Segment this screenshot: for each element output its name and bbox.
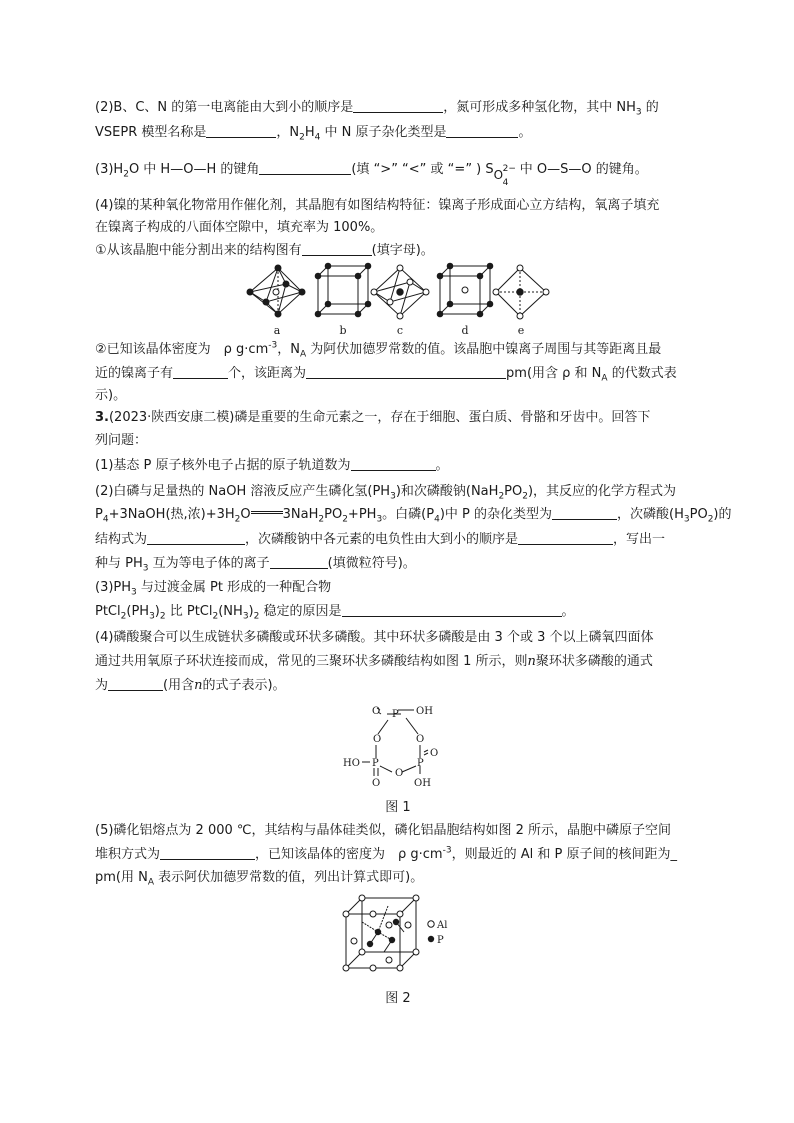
p3-text: PO bbox=[504, 484, 523, 499]
p3-text: ，次磷酸钠中各元素的电负性由大到小的顺序是 bbox=[245, 532, 519, 547]
figure-1-caption: 图 1 bbox=[385, 800, 411, 815]
subscript: 2 bbox=[212, 611, 219, 622]
q4-text: ①从该晶胞中能分割出来的结构图有 bbox=[95, 243, 302, 258]
p3-s3-line-2 bbox=[95, 602, 575, 622]
p3-s2-line-3 bbox=[95, 530, 665, 550]
answer-blank bbox=[342, 602, 562, 617]
p3-text: ，次磷酸(H bbox=[617, 507, 684, 522]
p3-s2-line-2 bbox=[95, 505, 732, 525]
p3-text: )中 P 的杂化类型为 bbox=[439, 507, 553, 522]
p3-text: 结构式为 bbox=[95, 532, 148, 547]
atom-o: O bbox=[416, 734, 425, 745]
p3-text: (3)PH bbox=[95, 580, 132, 595]
answer-blank bbox=[353, 98, 443, 113]
answer-blank bbox=[147, 530, 245, 545]
p3-text: PtCl bbox=[95, 604, 121, 619]
p3-text: PO bbox=[324, 507, 343, 522]
nio-structures-figure bbox=[240, 262, 560, 340]
subscript: 2 bbox=[707, 514, 714, 525]
p3-text: 种与 PH bbox=[95, 556, 143, 571]
subscript: 3 bbox=[635, 107, 642, 118]
q2-text: ，氮可形成多种氢化物，其中 NH bbox=[443, 100, 636, 115]
p3-text: ，已知该晶体的密度为 ρ g·cm bbox=[255, 847, 443, 862]
answer-blank bbox=[552, 505, 617, 520]
p3-text: )和次磷酸钠(NaH bbox=[395, 484, 499, 499]
subscript: 2 bbox=[253, 611, 260, 622]
subscript: 2 bbox=[159, 611, 166, 622]
structure-d bbox=[437, 263, 493, 317]
p3-s4-line-1: (4)磷酸聚合可以生成链状多磷酸或环状多磷酸。其中环状多磷酸是由 3 个或 3 个以上磷氧四面体 bbox=[95, 630, 654, 645]
subscript: 2 bbox=[123, 169, 129, 180]
p3-text: PO bbox=[689, 507, 708, 522]
subscript: 3 bbox=[683, 514, 690, 525]
atom-o: O bbox=[373, 734, 382, 745]
p3-text: (2)白磷与足量热的 NaOH 溶液反应产生磷化氢(PH bbox=[95, 484, 391, 499]
subscript: 3 bbox=[390, 491, 396, 502]
p3-text: pm(用 N bbox=[95, 870, 148, 885]
variable-n: n bbox=[194, 678, 203, 693]
atom-p: P bbox=[392, 709, 399, 720]
label-c: c bbox=[396, 324, 404, 337]
q4-line-1: (4)镍的某种氧化物常用作催化剂，其晶胞有如图结构特征：镍离子形成面心立方结构，氧离子填充 bbox=[95, 198, 660, 213]
p3-text: ) bbox=[154, 604, 160, 619]
subscript: 3 bbox=[376, 514, 383, 525]
q4-text: (填字母)。 bbox=[371, 243, 434, 258]
q3-text: (3)H bbox=[95, 162, 124, 177]
q3-line bbox=[95, 160, 648, 188]
subscript: 3 bbox=[131, 587, 137, 598]
p3-text: ，写出一 bbox=[613, 532, 666, 547]
answer-blank bbox=[270, 554, 328, 569]
p3-text: 。白磷(P bbox=[382, 507, 435, 522]
q2-text: 的 bbox=[641, 100, 659, 115]
p3-s2-line-4 bbox=[95, 554, 416, 574]
q4-text: 为阿伏加德罗常数的值。该晶胞中镍离子周围与其等距离且最 bbox=[306, 342, 662, 357]
atom-oh: OH bbox=[414, 778, 431, 789]
q4-sub2-line-1 bbox=[95, 340, 661, 360]
p3-text: ) bbox=[248, 604, 254, 619]
superscript: -3 bbox=[268, 340, 278, 351]
p3-text: (用含 bbox=[163, 678, 195, 693]
q4-sub2-line-3: 示)。 bbox=[95, 388, 127, 403]
atom-o: O bbox=[372, 706, 381, 717]
p3-text: (1)基态 P 原子核外电子占据的原子轨道数为 bbox=[95, 458, 351, 473]
superscript: 2− bbox=[502, 164, 516, 174]
p3-s4-line-3 bbox=[95, 676, 286, 696]
p3-s4-line-2 bbox=[95, 652, 653, 672]
p3-s5-line-3 bbox=[95, 868, 423, 888]
subscript: 4 bbox=[434, 514, 440, 525]
q4-text: ②已知该晶体密度为 ρ g·cm bbox=[95, 342, 269, 357]
answer-blank bbox=[302, 241, 372, 256]
q4-text: pm(用含 ρ 和 N bbox=[506, 366, 602, 381]
subscript: A bbox=[299, 349, 307, 360]
subscript: A bbox=[601, 373, 608, 384]
p3-head-1 bbox=[95, 408, 650, 428]
q4-text: 个，该距离为 bbox=[228, 366, 307, 381]
label-d: d bbox=[461, 324, 469, 337]
subscript: A bbox=[147, 877, 155, 888]
p3-text: 稳定的原因是 bbox=[259, 604, 342, 619]
q4-text: ，N bbox=[277, 342, 300, 357]
structure-b bbox=[315, 263, 371, 317]
p3-text: +PH bbox=[347, 507, 377, 522]
p3-s1 bbox=[95, 456, 449, 476]
q2-text: (2)B、C、N 的第一电离能由大到小的顺序是 bbox=[95, 100, 354, 115]
answer-blank bbox=[160, 845, 255, 860]
subscript: 4 bbox=[502, 178, 509, 188]
p3-head-2: 列问题： bbox=[95, 433, 148, 448]
p3-text: 堆积方式为 bbox=[95, 847, 161, 862]
p3-text: P bbox=[95, 507, 103, 522]
p3-s5-line-2 bbox=[95, 845, 677, 865]
subscript: 4 bbox=[102, 514, 109, 525]
answer-blank bbox=[108, 676, 163, 691]
p3-text: 3NaH bbox=[282, 507, 319, 522]
p3-s2-line-1 bbox=[95, 482, 676, 502]
p3-text: ，则最近的 Al 和 P 原子间的核间距为_ bbox=[451, 847, 677, 862]
legend-al: Al bbox=[437, 920, 448, 931]
q4-sub1 bbox=[95, 241, 434, 261]
answer-blank bbox=[306, 364, 506, 379]
p3-text: 为 bbox=[95, 678, 109, 693]
q4-sub2-line-2 bbox=[95, 364, 677, 384]
figure-2-alp-unit-cell bbox=[340, 892, 460, 976]
equals-arrow bbox=[251, 511, 283, 514]
subscript: 2 bbox=[342, 514, 348, 525]
variable-n: n bbox=[527, 654, 536, 669]
p3-s5-line-1: (5)磷化铝熔点为 2 000 ℃，其结构与晶体硅类似，磷化铝晶胞结构如图 2 所示，晶胞中磷原子空间 bbox=[95, 823, 672, 838]
answer-blank bbox=[206, 123, 276, 138]
superscript: -3 bbox=[442, 845, 452, 856]
ion-symbol: O bbox=[493, 168, 504, 182]
p3-text: +3NaOH(热,浓)+3H bbox=[108, 507, 235, 522]
answer-blank bbox=[518, 530, 613, 545]
answer-blank bbox=[173, 364, 228, 379]
q4-line-2: 在镍离子构成的八面体空隙中，填充率为 100%。 bbox=[95, 220, 384, 235]
p3-text: 比 PtCl bbox=[165, 604, 213, 619]
q2-text: ，N bbox=[276, 125, 300, 140]
atom-p: P bbox=[417, 758, 424, 769]
q2-line-2 bbox=[95, 123, 532, 143]
p3-text: (PH bbox=[126, 604, 150, 619]
q2-text: 中 N 原子杂化类型是 bbox=[320, 125, 447, 140]
p3-text: )的 bbox=[713, 507, 732, 522]
q3-text: (填 “>” “<” 或 “=” ) S bbox=[351, 162, 494, 177]
legend-p: P bbox=[437, 935, 444, 946]
atom-p: P bbox=[372, 758, 379, 769]
q3-text: O 中 H—O—H 的键角 bbox=[128, 162, 260, 177]
label-e: e bbox=[517, 324, 525, 337]
subscript: 2 bbox=[498, 491, 505, 502]
p3-text: 表示阿伏加德罗常数的值，列出计算式即可)。 bbox=[154, 870, 424, 885]
atom-o: O bbox=[430, 748, 439, 759]
p3-text: O bbox=[240, 507, 251, 522]
atom-oh: OH bbox=[416, 706, 433, 717]
figure-1-trimetaphosphoric-acid bbox=[340, 700, 450, 790]
q2-text: 。 bbox=[518, 125, 532, 140]
subscript: 2 bbox=[120, 611, 127, 622]
p3-text: 。 bbox=[435, 458, 449, 473]
figure-2-caption: 图 2 bbox=[385, 991, 411, 1006]
subscript: 3 bbox=[142, 563, 149, 574]
p3-text: 的式子表示)。 bbox=[202, 678, 286, 693]
p3-text: (填微粒符号)。 bbox=[327, 556, 416, 571]
p3-s3-line-1 bbox=[95, 578, 331, 598]
p3-text: (NH bbox=[218, 604, 243, 619]
answer-blank bbox=[446, 123, 518, 138]
subscript: 3 bbox=[242, 611, 249, 622]
atom-o: O bbox=[372, 778, 381, 789]
answer-blank bbox=[259, 160, 351, 175]
subscript: 3 bbox=[149, 611, 155, 622]
q3-text: 中 O—S—O 的键角。 bbox=[515, 162, 648, 177]
atom-o: O bbox=[395, 768, 404, 779]
subscript: 4 bbox=[314, 132, 321, 143]
subscript: 2 bbox=[234, 514, 241, 525]
p3-text: 。 bbox=[561, 604, 575, 619]
q4-text: 的代数式表 bbox=[607, 366, 677, 381]
subscript: 2 bbox=[318, 514, 325, 525]
p3-text: 互为等电子体的离子 bbox=[148, 556, 270, 571]
q4-text: 近的镍离子有 bbox=[95, 366, 174, 381]
subscript: 2 bbox=[299, 132, 305, 143]
q2-line-1 bbox=[95, 98, 659, 118]
q2-text: H bbox=[304, 125, 315, 140]
p3-text: 通过共用氧原子环状连接而成，常见的三聚环状多磷酸结构如图 1 所示，则 bbox=[95, 654, 528, 669]
subscript: 2 bbox=[522, 491, 528, 502]
structure-e bbox=[493, 265, 549, 319]
p3-text: (2023·陕西安康二模)磷是重要的生命元素之一，存在于细胞、蛋白质、骨骼和牙齿中。回答下 bbox=[108, 410, 651, 425]
structure-a bbox=[247, 265, 305, 317]
atom-ho: HO bbox=[343, 758, 360, 769]
label-a: a bbox=[273, 324, 281, 337]
answer-blank bbox=[351, 456, 436, 471]
p3-text: )，其反应的化学方程式为 bbox=[527, 484, 677, 499]
q2-text: VSEPR 模型名称是 bbox=[95, 125, 207, 140]
problem-number: 3. bbox=[95, 410, 109, 425]
p3-text: 与过渡金属 Pt 形成的一种配合物 bbox=[136, 580, 332, 595]
p3-text: 聚环状多磷酸的通式 bbox=[535, 654, 653, 669]
label-b: b bbox=[339, 324, 347, 337]
structure-c bbox=[371, 265, 429, 319]
